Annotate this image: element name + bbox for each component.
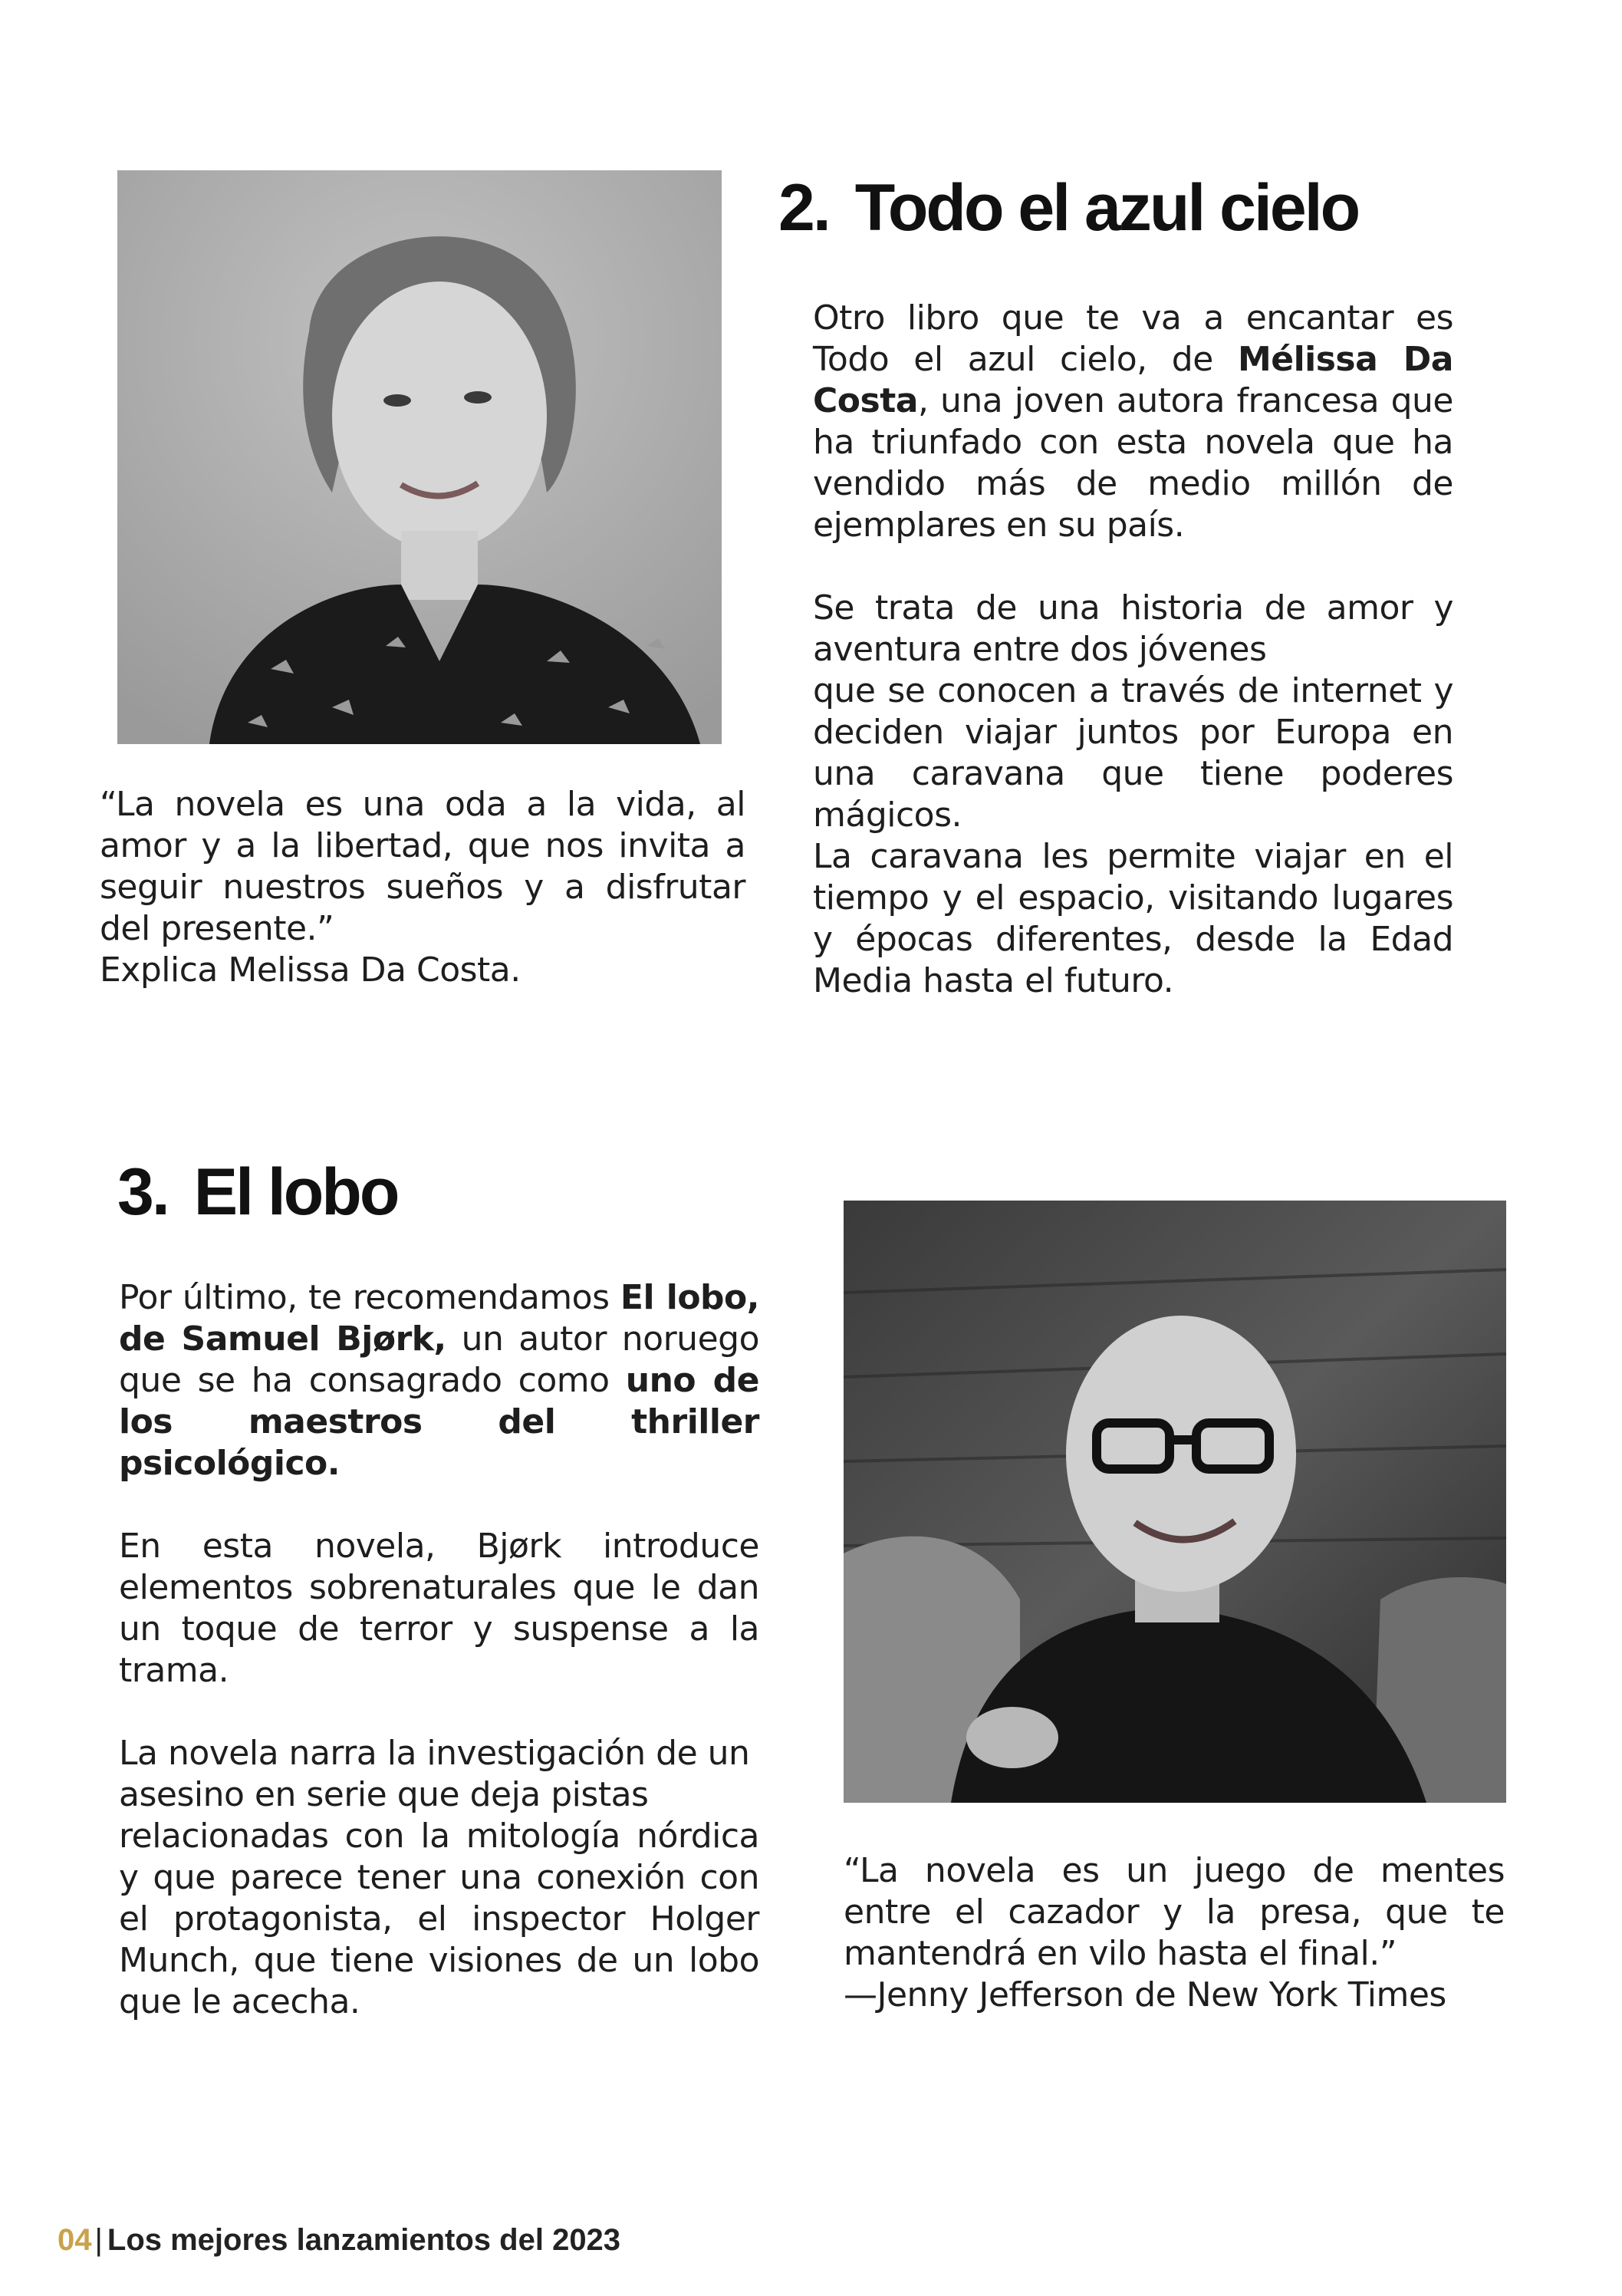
page-number: 04 [58,2223,92,2257]
section-2-quote [100,784,745,991]
book-and-author: El lobo, de Samuel Bjørk, [119,1278,759,1359]
quote-attribution: —Jenny Jefferson de New York Times [844,1975,1446,2014]
section-3-heading [117,1155,397,1230]
paragraph [813,588,1453,1002]
highlight: uno de los maestros del thriller psicológico. [119,1361,759,1483]
paragraph [119,1733,759,2023]
section-3-quote [844,1850,1505,2016]
quote-text: “La novela es una oda a la vida, al amor y a la libertad, que nos invita a seguir nuestros sueños y a disfrutar del presente.” [100,785,745,948]
publication-title: Los mejores lanzamientos del 2023 [107,2223,621,2257]
paragraph: En esta novela, Bjørk introduce elementos sobrenaturales que le dan un toque de terror y suspense a la trama. [119,1527,759,1690]
text: que se conocen a través de internet y deciden viajar juntos por Europa en una caravana que tiene poderes mágicos. [813,671,1453,835]
footer-separator: | [94,2223,103,2257]
section-title: El lobo [193,1155,398,1229]
section-number: 3. [117,1155,168,1229]
text: Otro libro que te va a encantar es Todo el azul cielo, de [813,298,1453,379]
author-name: Mélissa Da Costa [813,340,1453,420]
text: La novela narra la investigación de un asesino en serie que deja pistas [119,1734,750,1814]
section-3-body [119,1277,759,2023]
text: relacionadas con la mitología nórdica y que parece tener una conexión con el protagonista, el inspector Holger Munch, que tiene visiones de un lobo que le acecha. [119,1817,759,2021]
text: un autor noruego que se ha consagrado como [119,1319,759,1400]
text: , una joven autora francesa que ha triunfado con esta novela que ha vendido más de medio millón de ejemplares en su país. [813,381,1453,545]
author-photo-samuel-bjork [844,1201,1506,1803]
quote-text: “La novela es un juego de mentes entre el cazador y la presa, que te mantendrá en vilo hasta el final.” [844,1851,1505,1973]
section-title: Todo el azul cielo [854,171,1359,245]
quote-attribution: Explica Melissa Da Costa. [100,950,521,990]
author-photo-melissa-da-costa [117,170,722,744]
text: La caravana les permite viajar en el tiempo y el espacio, visitando lugares y épocas diferentes, desde la Edad Media hasta el futuro. [813,837,1453,1000]
text: Se trata de una historia de amor y aventura entre dos jóvenes [813,588,1453,669]
section-2-body [813,298,1453,1002]
section-2-heading [778,170,1358,246]
text: Por último, te recomendamos [119,1278,620,1317]
section-number: 2. [778,171,829,245]
paragraph [119,1277,759,1484]
page-footer [58,2223,620,2258]
paragraph [813,298,1453,546]
